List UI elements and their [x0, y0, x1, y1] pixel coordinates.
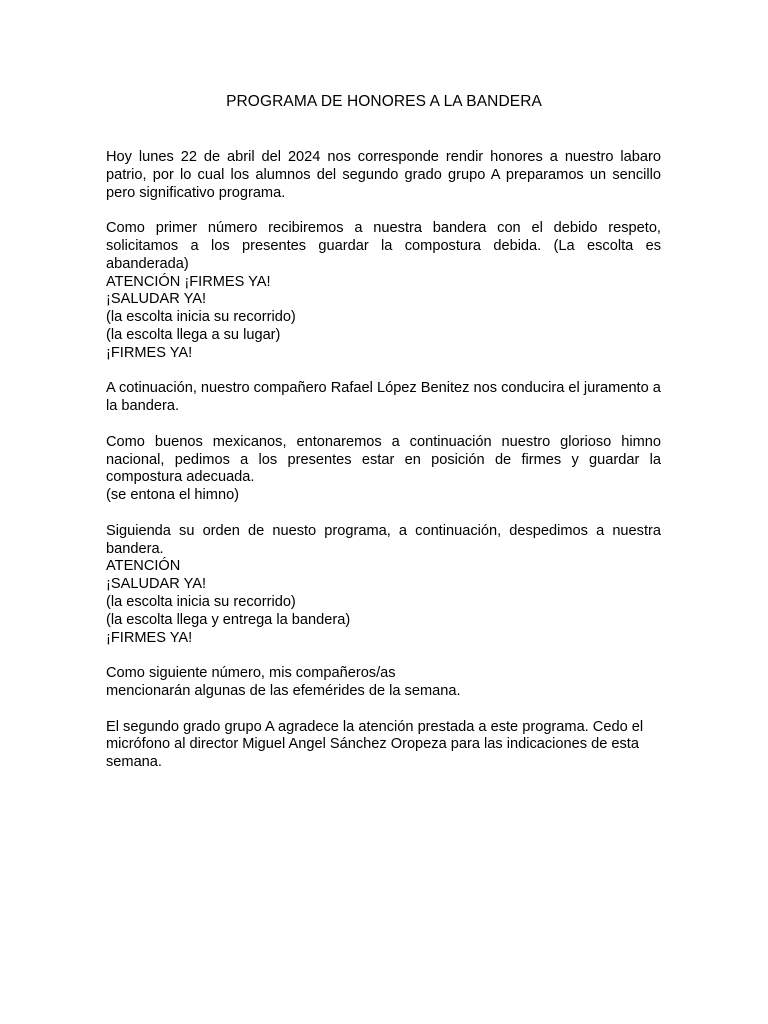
- paragraph-oath: [106, 380, 661, 416]
- paragraph-text: Como primer número recibiremos a nuestra bandera con el debido respeto, solicitamos a los presentes guardar la compostura debida. (La escolta es abanderada): [106, 220, 661, 272]
- command-line: ¡FIRMES YA!: [106, 629, 193, 646]
- paragraph-intro: [106, 149, 661, 202]
- paragraph-ephemerides: [106, 665, 661, 701]
- paragraph-flag-reception: [106, 220, 661, 362]
- command-line: ¡SALUDAR YA!: [106, 291, 207, 308]
- command-line: ¡FIRMES YA!: [106, 344, 193, 361]
- paragraph-text: El segundo grado grupo A agradece la atención prestada a este programa. Cedo el micrófono al director Miguel Angel Sánchez Oropeza para las indicaciones de esta semana.: [106, 718, 644, 771]
- stage-direction-line: (la escolta inicia su recorrido): [106, 309, 296, 326]
- paragraph-text: A cotinuación, nuestro compañero Rafael López Benitez nos conducira el juramento a la bandera.: [106, 380, 661, 415]
- command-line: ATENCIÓN ¡FIRMES YA!: [106, 273, 271, 290]
- paragraph-text: Hoy lunes 22 de abril del 2024 nos corresponde rendir honores a nuestro labaro patrio, por lo cual los alumnos del segundo grado grupo A preparamos un sencillo pero significativo programa.: [106, 149, 661, 201]
- paragraph-closing: [106, 719, 661, 772]
- paragraph-text: Como buenos mexicanos, entonaremos a continuación nuestro glorioso himno nacional, pedimos a los presentes estar en posición de firmes y guardar la compostura adecuada.: [106, 433, 661, 486]
- paragraph-anthem: [106, 434, 661, 505]
- command-line: ¡SALUDAR YA!: [106, 576, 207, 593]
- paragraph-flag-farewell: [106, 523, 661, 648]
- command-line: ATENCIÓN: [106, 558, 181, 575]
- document-title: PROGRAMA DE HONORES A LA BANDERA: [226, 93, 542, 110]
- stage-direction-line: (se entona el himno): [106, 487, 240, 504]
- paragraph-text: Siguienda su orden de nuesto programa, a continuación, despedimos a nuestra bandera.: [106, 522, 661, 557]
- stage-direction-line: (la escolta inicia su recorrido): [106, 593, 296, 610]
- paragraph-line: mencionarán algunas de las efemérides de la semana.: [106, 682, 461, 699]
- paragraph-line: Como siguiente número, mis compañeros/as: [106, 665, 396, 682]
- stage-direction-line: (la escolta llega a su lugar): [106, 326, 281, 343]
- stage-direction-line: (la escolta llega y entrega la bandera): [106, 611, 351, 628]
- document-body: [106, 149, 661, 790]
